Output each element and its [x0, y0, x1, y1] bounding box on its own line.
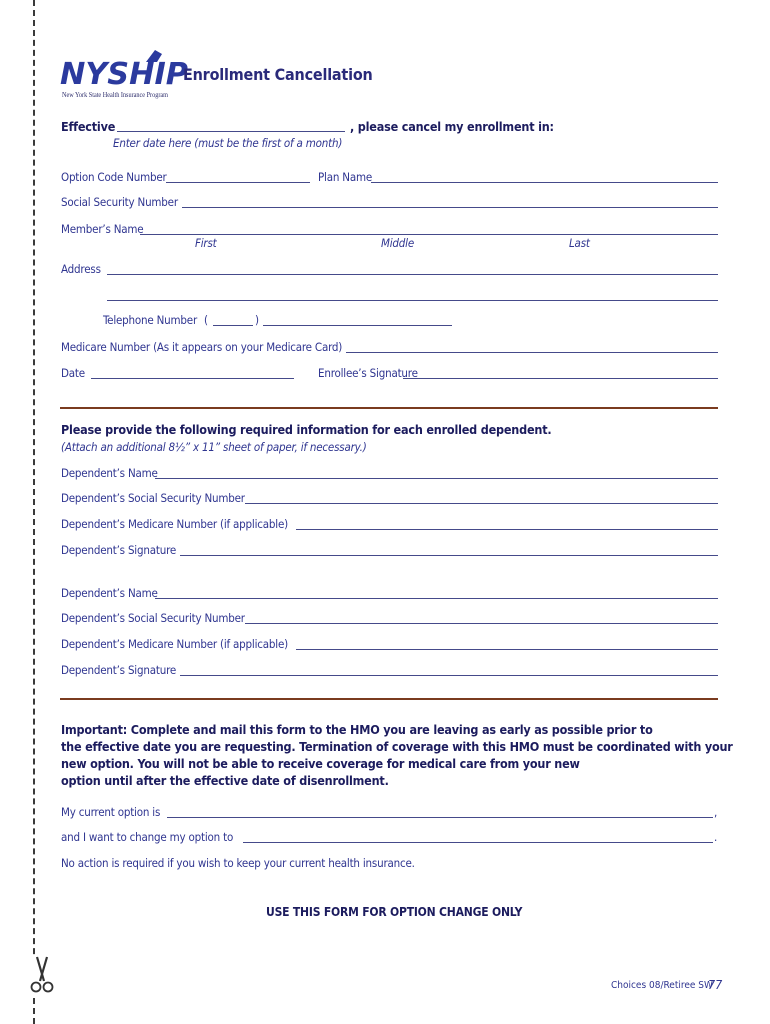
- change-option-field[interactable]: [243, 842, 713, 843]
- option-code-label: Option Code Number: [61, 170, 167, 184]
- logo-text: NYSHIP: [60, 57, 189, 92]
- no-action-text: No action is required if you wish to keep your current health insurance.: [61, 856, 415, 870]
- dependents-note: (Attach an additional 8½” x 11” sheet of paper, if necessary.): [61, 440, 367, 454]
- telephone-label: Telephone Number: [103, 313, 198, 327]
- nyship-logo: [60, 44, 190, 100]
- change-option-label: and I want to change my option to: [61, 830, 234, 844]
- current-option-field[interactable]: [167, 817, 713, 818]
- telephone-area-code-field[interactable]: [213, 325, 253, 326]
- member-name-label: Member’s Name: [61, 222, 144, 236]
- important-line-2: the effective date you are requesting. Termination of coverage with this HMO must be coordinated with your: [61, 739, 733, 754]
- current-option-label: My current option is: [61, 805, 161, 819]
- dependent-1-medicare-label: Dependent’s Medicare Number (if applicable): [61, 517, 288, 531]
- dependent-1-ssn-label: Dependent’s Social Security Number: [61, 491, 245, 505]
- dependent-2-ssn-field[interactable]: [245, 623, 718, 624]
- current-option-comma: ,: [714, 805, 718, 819]
- important-line-3: new option. You will not be able to receive coverage for medical care from your new: [61, 756, 580, 771]
- dependent-2-medicare-field[interactable]: [296, 649, 718, 650]
- important-line-4: option until after the effective date of disenrollment.: [61, 773, 389, 788]
- plan-name-field[interactable]: [371, 182, 718, 183]
- cut-line: [33, 0, 35, 1024]
- dependents-heading: Please provide the following required information for each enrolled dependent.: [61, 422, 552, 437]
- dependent-1-medicare-field[interactable]: [296, 529, 718, 530]
- plan-name-label: Plan Name: [318, 170, 373, 184]
- telephone-open-paren: (: [204, 313, 208, 327]
- name-first-caption: First: [195, 236, 217, 250]
- logo-subtitle: New York State Health Insurance Program: [62, 90, 169, 99]
- change-option-period: .: [714, 830, 718, 844]
- name-middle-caption: Middle: [381, 236, 414, 250]
- member-name-field[interactable]: [140, 234, 718, 235]
- address-label: Address: [61, 262, 101, 276]
- dependent-2-signature-field[interactable]: [180, 675, 718, 676]
- dependent-1-name-field[interactable]: [155, 478, 718, 479]
- important-line-1: Important: Complete and mail this form to the HMO you are leaving as early as possible prior to: [61, 722, 653, 737]
- section-divider: [60, 698, 718, 700]
- option-code-field[interactable]: [166, 182, 310, 183]
- ssn-label: Social Security Number: [61, 195, 178, 209]
- dependent-1-signature-field[interactable]: [180, 555, 718, 556]
- effective-suffix: , please cancel my enrollment in:: [350, 119, 554, 134]
- ssn-field[interactable]: [182, 207, 718, 208]
- dependent-1-signature-label: Dependent’s Signature: [61, 543, 177, 557]
- enrollee-signature-field[interactable]: [403, 378, 718, 379]
- date-label: Date: [61, 366, 85, 380]
- section-divider: [60, 407, 718, 409]
- use-form-notice: USE THIS FORM FOR OPTION CHANGE ONLY: [266, 905, 523, 919]
- telephone-close-paren: ): [255, 313, 259, 327]
- name-last-caption: Last: [569, 236, 590, 250]
- medicare-label: Medicare Number (As it appears on your Medicare Card): [61, 340, 343, 354]
- address-field-line-2[interactable]: [107, 300, 718, 301]
- dependent-2-name-label: Dependent’s Name: [61, 586, 158, 600]
- dependent-2-name-field[interactable]: [155, 598, 718, 599]
- page-number: 77: [708, 977, 723, 992]
- dependent-2-signature-label: Dependent’s Signature: [61, 663, 177, 677]
- dependent-2-ssn-label: Dependent’s Social Security Number: [61, 611, 245, 625]
- scissors-icon: [26, 955, 58, 995]
- dependent-1-ssn-field[interactable]: [245, 503, 718, 504]
- date-field[interactable]: [91, 378, 294, 379]
- footer-text: Choices 08/Retiree SW: [611, 980, 713, 991]
- effective-hint: Enter date here (must be the first of a month): [113, 136, 343, 150]
- effective-date-field[interactable]: [117, 131, 345, 132]
- enrollee-signature-label: Enrollee’s Signature: [318, 366, 418, 380]
- effective-label: Effective: [61, 119, 116, 134]
- dependent-2-medicare-label: Dependent’s Medicare Number (if applicable): [61, 637, 288, 651]
- medicare-field[interactable]: [346, 352, 718, 353]
- address-field-line-1[interactable]: [107, 274, 718, 275]
- page-title: Enrollment Cancellation: [183, 65, 373, 84]
- telephone-number-field[interactable]: [263, 325, 452, 326]
- dependent-1-name-label: Dependent’s Name: [61, 466, 158, 480]
